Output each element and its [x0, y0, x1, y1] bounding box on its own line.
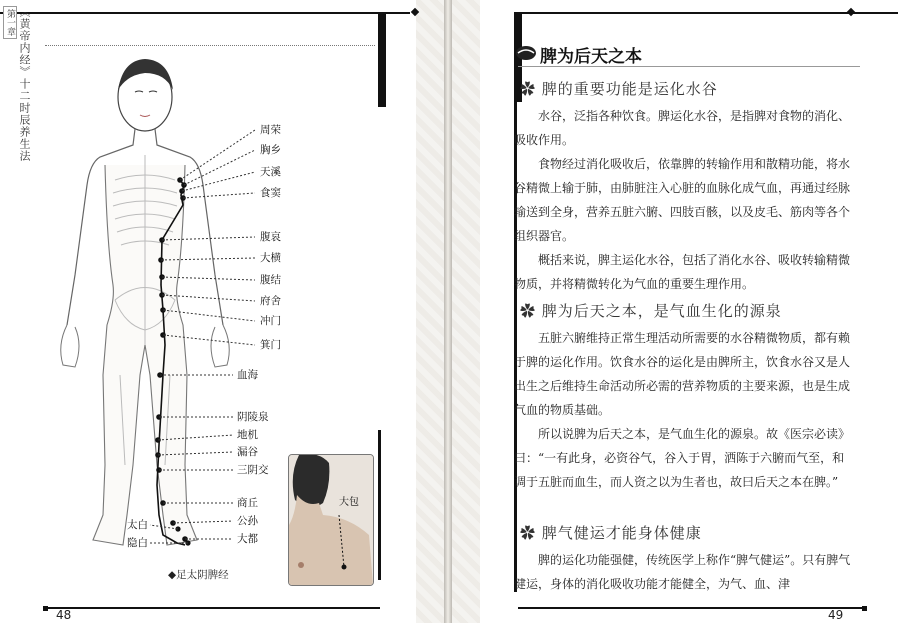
paragraph: 脾的运化功能强健，传统医学上称作“脾气健运”。只有脾气健运，身体的消化吸收功能才能健全，为气、血、津 — [514, 553, 851, 591]
page-title: 脾为后天之本 — [540, 47, 642, 67]
flower-bullet-icon: ✿ — [520, 80, 537, 98]
acupoint-label: 食窦 — [260, 187, 281, 199]
chapter-tab: 第一章 — [3, 6, 17, 39]
section-body — [514, 326, 856, 494]
paragraph: 水谷，泛指各种饮食。脾运化水谷，是指脾对食物的消化、吸收作用。 — [514, 109, 851, 147]
acupoint-label: 商丘 — [237, 497, 258, 509]
top-rule — [518, 12, 898, 14]
acupoint-label: 腹哀 — [260, 231, 281, 243]
acupoint-label: 冲门 — [260, 315, 281, 327]
acupoint-label: 阴陵泉 — [237, 411, 269, 423]
vertical-bar — [378, 12, 386, 107]
vertical-bar — [378, 430, 381, 580]
paragraph: 所以说脾为后天之本，是气血生化的源泉。故《医宗必读》曰：“一有此身，必资谷气，谷入于胃，洒陈于六腑而气至，和调于五脏而血生，而人资之以为生者也，故曰后天之本在脾。” — [514, 427, 851, 489]
acupoint-label: 三阴交 — [237, 464, 269, 476]
section-heading-text: 脾的重要功能是运化水谷 — [541, 80, 718, 98]
flower-bullet-icon: ✿ — [520, 524, 537, 542]
decorative-pattern — [416, 0, 444, 623]
inset-acupoint-label: 大包 — [339, 497, 359, 508]
acupoint-label: 血海 — [237, 369, 258, 381]
square-ornament-icon — [862, 606, 867, 611]
decorative-pattern — [452, 0, 480, 623]
acupoint-label: 胸乡 — [260, 144, 281, 156]
acupoint-label: 天溪 — [260, 166, 281, 178]
section-body — [514, 548, 856, 596]
paragraph: 五脏六腑维持正常生理活动所需要的水谷精微物质，都有赖于脾的运化作用。饮食水谷的运化是由脾所主，饮食水谷又是人出生之后维持生命活动所必需的营养物质的主要来源，也是生成气血的物质基础。 — [514, 331, 851, 417]
acupoint-label: 箕门 — [260, 339, 281, 351]
top-rule — [0, 12, 410, 14]
side-tab — [2, 6, 32, 176]
acupoint-label: 周荣 — [260, 124, 281, 136]
acupoint-label: 漏谷 — [237, 446, 258, 458]
acupoint-label: 公孙 — [237, 515, 258, 527]
acupoint-label: 大横 — [260, 252, 281, 264]
page-number: 48 — [56, 608, 72, 622]
acupoint-label: 地机 — [237, 429, 258, 441]
book-title: 《黄帝内经》十二时辰养生法 — [18, 6, 31, 162]
acupoint-label: 隐白 — [127, 537, 148, 549]
title-underline — [518, 66, 860, 67]
section-heading — [520, 522, 702, 543]
torso-photo — [289, 455, 373, 585]
figure-caption: ◆足太阴脾经 — [168, 569, 229, 581]
bottom-rule — [45, 607, 380, 609]
acupoint-label: 腹结 — [260, 274, 281, 286]
section-heading-text: 脾气健运才能身体健康 — [541, 524, 702, 542]
left-page — [0, 0, 444, 623]
flower-bullet-icon: ✿ — [520, 302, 537, 320]
paragraph: 食物经过消化吸收后，依靠脾的转输作用和散精功能，将水谷精微上输于肺，由肺脏注入心脏的血脉化成气血，再通过经脉输送到全身，营养五脏六腑、四肢百骸，以及皮毛、筋肉等各个组织器官。 — [514, 157, 851, 243]
acupoint-label: 府舍 — [260, 295, 281, 307]
acupoint-label: 大都 — [237, 533, 258, 545]
page-number: 49 — [828, 608, 844, 622]
leaf-title-icon — [514, 43, 538, 63]
book-spine — [444, 0, 452, 623]
square-ornament-icon — [43, 606, 48, 611]
diamond-ornament-icon — [847, 8, 855, 16]
inset-photo — [288, 454, 374, 586]
acupoint-label: 太白 — [127, 519, 148, 531]
section-heading — [520, 78, 718, 99]
paragraph: 概括来说，脾主运化水谷，包括了消化水谷、吸收转输精微物质，并将精微转化为气血的重要生理作用。 — [514, 253, 851, 291]
bottom-rule — [518, 607, 863, 609]
section-body — [514, 104, 856, 296]
section-heading-text: 脾为后天之本，是气血生化的源泉 — [541, 302, 782, 320]
section-heading — [520, 300, 782, 321]
